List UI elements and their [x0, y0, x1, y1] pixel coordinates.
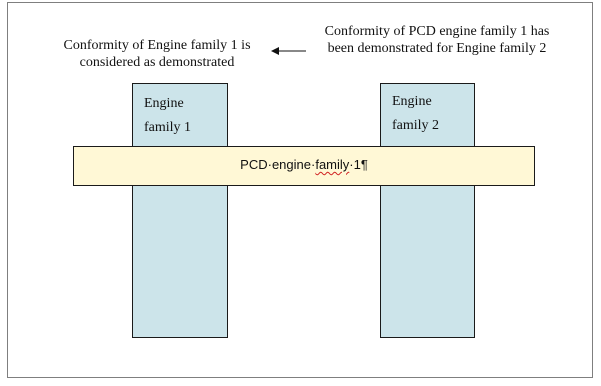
- caption-left-line-1: Conformity of Engine family 1 is: [63, 38, 251, 53]
- engine-family-2-pillar: [380, 83, 475, 338]
- engine-family-2-label-line-2: family 2: [392, 118, 440, 133]
- caption-pcd-engine-family: [308, 23, 566, 57]
- engine-family-1-label: [144, 92, 191, 140]
- pcd-engine-family-label: [74, 157, 534, 173]
- band-label-suffix: ·1¶: [349, 157, 368, 172]
- engine-family-1-label-line-1: Engine: [144, 96, 184, 111]
- caption-right-line-1: Conformity of PCD engine family 1 has: [324, 24, 550, 39]
- caption-left-line-2: considered as demonstrated: [79, 55, 235, 70]
- arrow-left-icon: [271, 45, 307, 57]
- band-label-spellcheck-word: family: [315, 157, 350, 172]
- engine-family-1-label-line-2: family 1: [144, 120, 192, 135]
- caption-right-line-2: been demonstrated for Engine family 2: [327, 41, 547, 56]
- diagram-frame: [7, 2, 593, 378]
- caption-engine-family-1: [34, 37, 280, 71]
- engine-family-2-label: [392, 90, 439, 138]
- engine-family-1-pillar: [132, 83, 228, 338]
- engine-family-2-label-line-1: Engine: [392, 94, 432, 109]
- pcd-engine-family-band: [73, 146, 535, 186]
- band-label-prefix: PCD·engine·: [240, 157, 316, 172]
